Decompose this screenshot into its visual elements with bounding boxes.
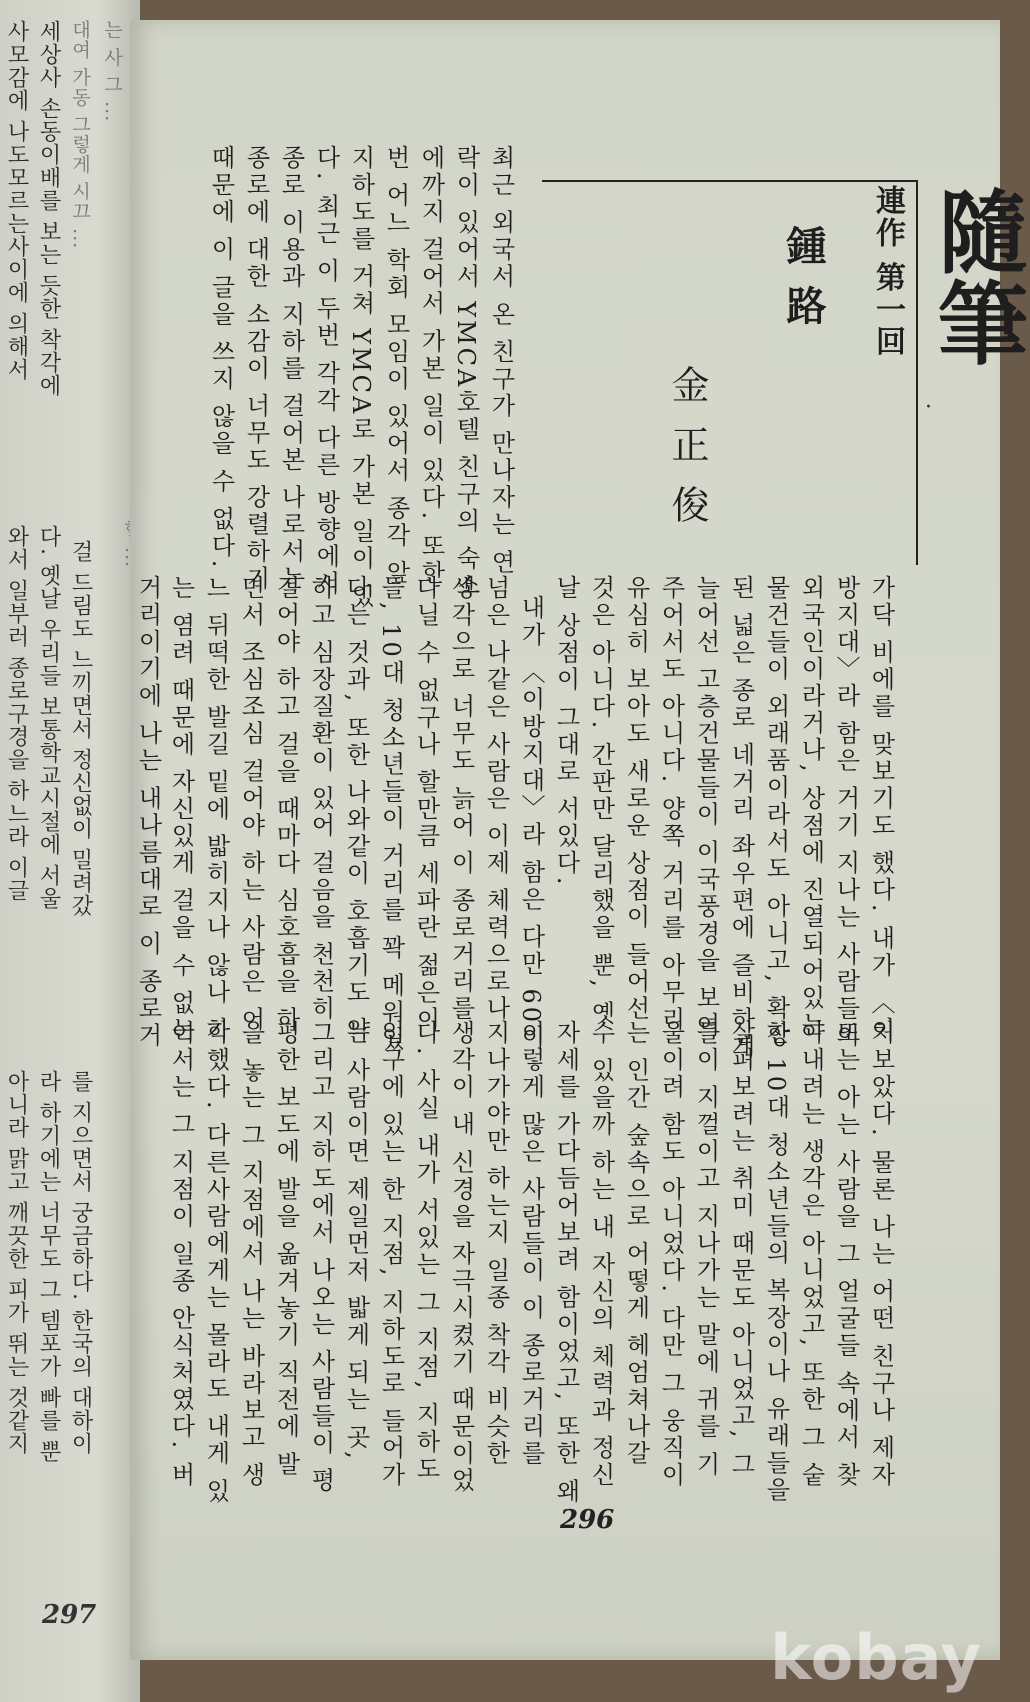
text-column: 걸어야 하고 걸을 때마다 심호흡을 하 xyxy=(272,575,300,1034)
facing-page-column: 세상사 손동이배를 보는 듯한 착각에 xyxy=(36,20,61,397)
facing-page-column: 아니라 맑고 깨끗한 피가 뛰는 것같지 xyxy=(4,1070,29,1455)
series-label: 連作 第一回 xyxy=(870,185,905,358)
text-column: 생각이 내 신경을 자극시켰기 때문이었 xyxy=(447,1020,475,1495)
text-column: 이렇게 많은 사람들이 이 종로거리를 xyxy=(517,1020,545,1468)
text-column: 아내려는 생각은 아니었고, 또한 그 숱 xyxy=(797,1020,825,1489)
text-column: 생각으로 너무도 늙어 이 종로거리를 xyxy=(447,575,475,1023)
facing-page-column: 를 지으면서 궁금하다. 한국의 대하이 xyxy=(68,1070,93,1455)
page-title: 隨筆 xyxy=(922,185,1028,369)
facing-page xyxy=(0,0,140,1702)
facing-page-number: 297 xyxy=(42,1600,97,1630)
text-column: 때문에 이 글을 쓰지 않을 수 없다. xyxy=(207,145,235,571)
text-column: 날 상점이 그대로 서있다. xyxy=(552,575,580,888)
text-column: 다는 것과, 또한 나와같이 호흡기도 약 xyxy=(342,575,370,1044)
facing-page-column: 걸 드림도 느끼면서 정신없이 밀려갔 xyxy=(68,540,93,917)
text-column: 종로 이용과 지하를 걸어본 나로서는 xyxy=(277,145,305,593)
text-column: 면서 조심조심 걸어야 하는 사람은 어 xyxy=(237,575,265,1034)
text-column: 들이 지껄이고 지나가는 말에 귀를 기 xyxy=(692,1020,720,1479)
text-column: 처보았다. 물론 나는 어떤 친구나 제자 xyxy=(867,1020,895,1489)
text-column: 자세를 가다듬어보려 함이었고, 또한 왜 xyxy=(552,1020,580,1506)
text-column: 지하도를 거쳐 YMCA로 가본 일이 있 xyxy=(347,145,375,611)
text-column: 지나가야만 하는지 일종 착각 비슷한 xyxy=(482,1020,510,1468)
text-column: 가닥 비에를 맞보기도 했다. 내가 〈이 xyxy=(867,575,895,1044)
facing-page-column: 라 하기에는 너무도 그 템포가 빠를 뿐 xyxy=(36,1070,61,1463)
essay-title: 鍾路 xyxy=(780,225,827,345)
facing-page-column: 대여 가동 그렇게 시끄 ... xyxy=(69,20,91,250)
facing-page-column: 사모감에 나도모르는사이에 의해서 xyxy=(4,20,29,381)
text-column: 는 인간 숲속으로 어떻게 헤엄쳐나갈 xyxy=(622,1020,650,1468)
title-ornament: · xyxy=(925,395,932,420)
text-column: 된 넓은 종로 네거리 좌우편에 즐비하게 xyxy=(727,575,755,1061)
facing-page-column: 다. 옛날 우리들 보통학교시절에 서울 xyxy=(36,525,61,910)
text-column: 다. 사실 내가 서있는 그 지점, 지하도 xyxy=(412,1020,440,1484)
text-column: 번 어느 학회 모임이 있어서 종각 앞 xyxy=(382,145,410,587)
text-column: 을 놓는 그 지점에서 나는 바라보고 생 xyxy=(237,1020,265,1489)
text-column: 각했다. 다른사람에게는 몰라도 내게 있 xyxy=(202,1020,230,1506)
text-column: 또는 아는 사람을 그 얼굴들 속에서 찾 xyxy=(832,1020,860,1489)
text-column: 방지대〉라 함은 거기 지나는 사람들이 xyxy=(832,575,860,1050)
text-column: 그리고 지하도에서 나오는 사람들이 평 xyxy=(307,1020,335,1495)
watermark-logo: kobay xyxy=(770,1621,982,1694)
text-column: 울이려 함도 아니었다. 다만 그 웅직이 xyxy=(657,1020,685,1489)
text-column: 넘은 나같은 사람은 이제 체력으로나 xyxy=(482,575,510,1023)
text-column: 들, 10대 청소년들이 거리를 꽉 메워있 xyxy=(377,575,405,1054)
text-column: 주어서도 아니다. 양쪽 거리를 아무리 xyxy=(657,575,685,1034)
text-column: 어서는 그 지점이 일종 안식처였다. 버 xyxy=(167,1020,195,1489)
text-column: 최근 외국서 온 친구가 만나자는 연 xyxy=(487,145,515,577)
text-column: 내가 〈이방지대〉라 함은 다만 60이 xyxy=(517,595,545,1053)
text-column: 입구에 있는 한 지점, 지하도로 들어가 xyxy=(377,1020,405,1489)
text-column: 외국인이라거나, 상점에 진열되어있는 xyxy=(797,575,825,1039)
page-number: 296 xyxy=(560,1505,615,1535)
header-rule-vertical xyxy=(916,180,918,565)
text-column: 평한 보도에 발을 옮겨놓기 직전에 발 xyxy=(272,1020,300,1479)
header-rule xyxy=(542,180,918,182)
facing-page-column: 와서 일부러 종로구경을 하느라 이글 xyxy=(4,525,29,902)
text-column: 늘어선 고층건물들이 이국풍경을 보여 xyxy=(692,575,720,1039)
text-column: 한 10대 청소년들의 복장이나 유래들을 xyxy=(762,1020,790,1505)
author-name: 金正俊 xyxy=(665,365,709,545)
text-column: 거리이기에 나는 내나름대로 이 종로거 xyxy=(134,575,162,1050)
text-column: 하고 심장질환이 있어 걸음을 천천히 xyxy=(307,575,335,1023)
text-column: 는 염려 때문에 자신있게 걸을 수 없는 xyxy=(167,575,195,1044)
text-column: 수 있을까 하는 내 자신의 체력과 정신 xyxy=(587,1020,615,1489)
text-column: 는 사람이면 제일먼저 밟게 되는 곳, xyxy=(342,1020,370,1462)
text-column: 물건들이 외래품이라서도 아니고, 확장 xyxy=(762,575,790,1050)
text-column: 락이 있어서 YMCA호텔 친구의 숙소 xyxy=(452,145,480,600)
text-column: 다닐 수 없구나 할만큼 세파란 젊은이 xyxy=(412,575,440,1034)
facing-page-column: 는 사 그 ... xyxy=(101,20,123,123)
text-column: 느 뒤떡한 발길 밑에 밟히지나 않나 하 xyxy=(202,575,230,1044)
main-page xyxy=(130,20,1028,1660)
text-column: 에까지 걸어서 가본 일이 있다. 또한 xyxy=(417,145,445,587)
text-column: 살펴보려는 취미 때문도 아니었고, 그 xyxy=(727,1020,755,1479)
text-column: 다. 최근 이 두번 각각 다른 방향에서 xyxy=(312,145,340,598)
text-column: 것은 아니다. 간판만 달리했을 뿐, 옛 xyxy=(587,575,615,1028)
text-column: 유심히 보아도 새로운 상점이 들어선 xyxy=(622,575,650,1023)
text-column: 종로에 대한 소감이 너무도 강렬하기 xyxy=(242,145,270,593)
